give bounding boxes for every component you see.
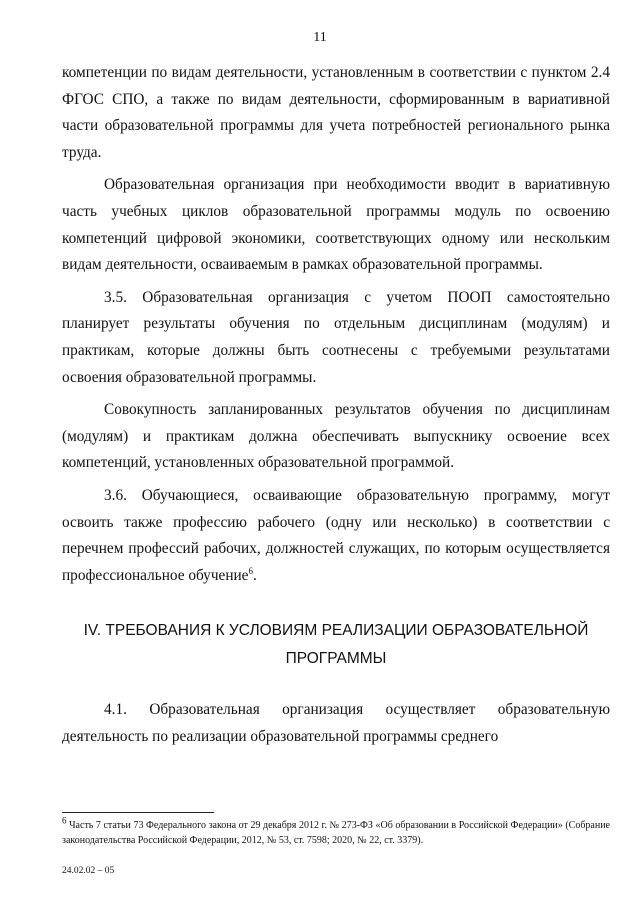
footnote xyxy=(62,815,610,848)
paragraph-4-1: 4.1. Образовательная организация осуществляет образовательную деятельность по реализации образовательной программы среднего xyxy=(62,701,610,745)
page-number: 11 xyxy=(313,30,327,45)
section-heading: IV. ТРЕБОВАНИЯ К УСЛОВИЯМ РЕАЛИЗАЦИИ ОБРАЗОВАТЕЛЬНОЙ ПРОГРАММЫ xyxy=(83,622,589,668)
paragraph-results-total: Совокупность запланированных результатов обучения по дисциплинам (модулям) и практикам должна обеспечивать выпускнику освоение всех компетенций, установленных образовательной программой. xyxy=(62,401,610,472)
paragraph-3-6-text: 3.6. Обучающиеся, осваивающие образовательную программу, могут освоить также профессию рабочего (одну или несколько) в соответствии с перечнем профессий рабочих, должностей служащих, по которым осуществляется профессиональное обучение xyxy=(62,486,610,584)
footnote-text: Часть 7 статьи 73 Федерального закона от 29 декабря 2012 г. № 273-ФЗ «Об образовании в Российской Федерации» (Собрание законодательства Российской Федерации, 2012, № 53, ст. 7598; 2020, № 22, ст. 3379). xyxy=(62,820,610,846)
paragraph-variative-part: Образовательная организация при необходимости вводит в вариативную часть учебных циклов образовательной программы модуль по освоению компетенций цифровой экономики, соответствующих одному или нескольким видам деятельности, осваиваемым в рамках образовательной программы. xyxy=(62,176,610,274)
footnote-divider xyxy=(62,812,214,813)
paragraph-continuation: компетенции по видам деятельности, установленным в соответствии с пунктом 2.4 ФГОС СПО, а также по видам деятельности, сформированным в вариативной части образовательной программы для учета потребностей регионального рынка труда. xyxy=(62,64,610,161)
paragraph-3-5: 3.5. Образовательная организация с учетом ПООП самостоятельно планирует результаты обучения по отдельным дисциплинам (модулям) и практикам, которые должны быть соотнесены с требуемыми результатами освоения образовательной программы. xyxy=(62,288,610,386)
document-code: 24.02.02 – 05 xyxy=(62,866,115,876)
paragraph-3-6: 3.6. Обучающиеся, осваивающие образовательную программу, могут освоить также профессию рабочего (одну или несколько) в соответствии с перечнем профессий рабочих, должностей служащих, по которым осуществляется профессиональное обучение$^6$. xyxy=(62,486,610,584)
footnote-reference: 6 xyxy=(248,565,253,576)
document-body xyxy=(62,60,610,756)
footnote-number: 6 xyxy=(62,815,67,826)
